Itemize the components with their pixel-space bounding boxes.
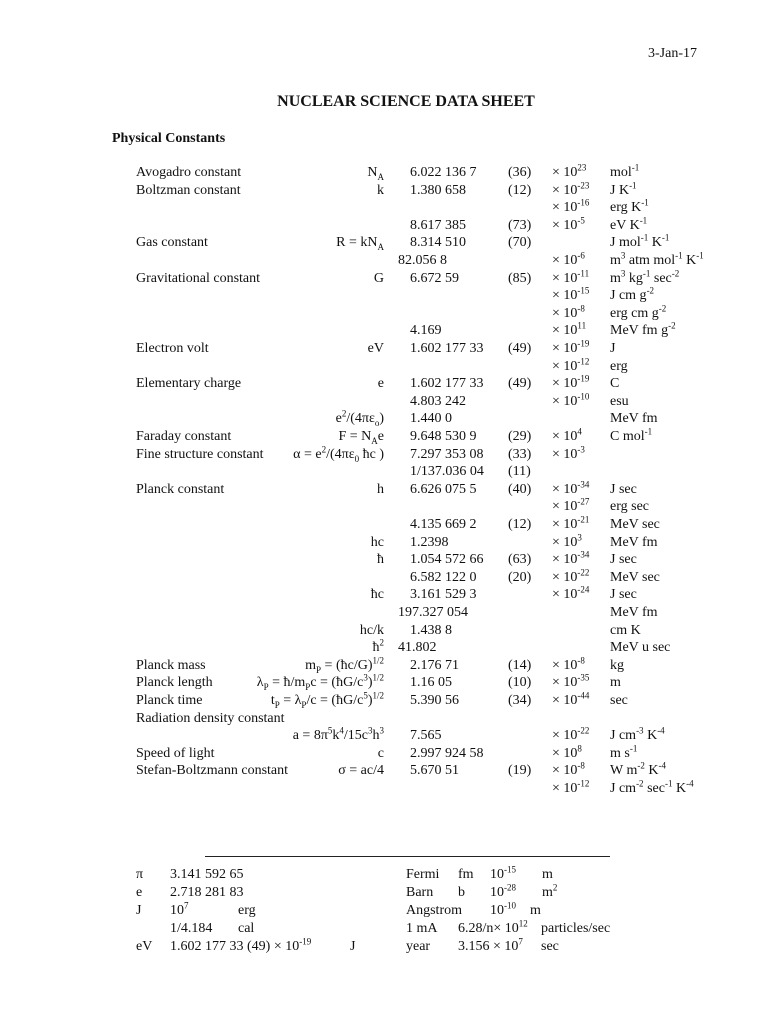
constant-uncertainty: (40)	[508, 481, 532, 497]
constant-symbol: eV	[367, 341, 384, 356]
constant-unit: MeV fm	[610, 534, 658, 550]
constant-uncertainty: (36)	[508, 165, 532, 180]
unit-conversion-cell: $6.28/n\times 10^{12}$	[458, 918, 528, 936]
math-constant-cell: J	[136, 903, 142, 918]
constant-exponent: × $10^{-16}$	[552, 197, 590, 216]
constant-row	[0, 710, 768, 727]
constant-value: 1.440 0	[410, 411, 452, 427]
constant-exponent: × $10^{-11}$	[552, 267, 590, 286]
constant-exponent: × $10^3$	[552, 531, 582, 550]
constant-unit: J $K^{-1}$	[610, 179, 637, 198]
constant-row	[0, 428, 768, 445]
constant-exponent: × $10^{-19}$	[552, 373, 590, 392]
constant-row	[0, 604, 768, 621]
constant-symbol: $\alpha = e^2/(4\pi\varepsilon_0$ ħc )	[293, 443, 384, 464]
constant-exponent: × $10^{-8}$	[552, 655, 585, 673]
constant-unit: MeV sec	[610, 569, 660, 585]
constant-exponent: × $10^8$	[552, 743, 582, 761]
constant-value: 7.297 353 08	[410, 446, 484, 462]
constant-uncertainty: (34)	[508, 693, 532, 708]
constant-value: 1.380 658	[410, 182, 466, 198]
unit-conversion-cell: $10^{-10}$	[490, 900, 516, 918]
constant-value: 8.617 385	[410, 217, 466, 233]
constant-symbol: $a = 8\pi^5k^4/15c^3h^3$	[292, 725, 384, 744]
constant-uncertainty: (49)	[508, 341, 532, 356]
constant-row	[0, 410, 768, 427]
constant-symbol: k	[377, 182, 384, 198]
unit-conversion-cell: $10^{-28}$	[490, 882, 516, 900]
constant-exponent: × $10^{-23}$	[552, 179, 590, 198]
constant-exponent: × $10^{-8}$	[552, 303, 585, 321]
math-constant-cell: 1.602 177 33 $(49) \times 10^{-19}$	[170, 936, 312, 954]
constant-exponent: × $10^{-10}$	[552, 391, 590, 409]
unit-conversion-cell: 1 mA	[406, 921, 438, 936]
constant-name: Gas constant	[136, 235, 208, 251]
unit-conversion-cell: $m^2$	[542, 882, 558, 900]
constant-unit: erg cm $g^{-2}$	[610, 303, 667, 321]
constant-exponent: × $10^{-34}$	[552, 479, 590, 497]
constant-unit: W $m^{-2}$ $K^{-4}$	[610, 760, 666, 779]
constant-uncertainty: (12)	[508, 517, 532, 532]
constant-unit: J mol$^{-1}$ $K^{-1}$	[610, 232, 670, 251]
divider-line	[205, 856, 610, 857]
constant-unit: m	[610, 675, 621, 691]
constant-exponent: × $10^{11}$	[552, 320, 587, 339]
constant-value: 6.582 122 0	[410, 569, 477, 585]
constant-uncertainty: (19)	[508, 763, 532, 779]
math-constant-cell: e	[136, 885, 143, 900]
constant-unit: J $cm^{-2}$ $\sec^{-1} K^{-4}$	[610, 778, 694, 796]
constant-unit: MeV sec	[610, 517, 660, 532]
constant-uncertainty: (49)	[508, 376, 532, 392]
math-constant-cell: $10^7$	[170, 900, 189, 918]
unit-conversion-cell: particles/sec	[541, 921, 611, 936]
unit-conversion-cell: sec	[541, 939, 559, 954]
constant-row	[0, 674, 768, 691]
constant-unit: C mol$^{-1}$	[610, 426, 653, 444]
constant-row	[0, 217, 768, 234]
constant-value: 4.135 669 2	[410, 517, 477, 532]
constant-name: Elementary charge	[136, 376, 242, 392]
constant-value: 82.056 8	[398, 253, 447, 268]
math-constant-cell: π	[136, 867, 144, 882]
constant-unit: J sec	[610, 587, 637, 603]
constant-value: 1.438 8	[410, 622, 452, 638]
constant-unit: J sec	[610, 481, 637, 497]
constant-exponent: × $10^{-8}$	[552, 760, 585, 779]
constant-uncertainty: (85)	[508, 270, 532, 286]
constant-value: 2.176 71	[410, 657, 459, 673]
constant-symbol: h	[377, 481, 384, 497]
constant-row	[0, 355, 768, 375]
constant-symbol: $N_A$	[367, 165, 384, 182]
constant-symbol: $e^2/(4\pi\varepsilon_o)$	[335, 408, 384, 429]
constant-unit: esu	[610, 393, 629, 409]
unit-conversion-cell: year	[406, 939, 431, 954]
constant-value: 1.602 177 33	[410, 376, 484, 392]
constant-unit: J cm $g^{-2}$	[610, 285, 655, 304]
constant-value: 9.648 530 9	[410, 429, 477, 444]
math-constant-cell: 3.141 592 65	[170, 867, 244, 882]
constant-row	[0, 639, 768, 656]
constant-value: 5.670 51	[410, 763, 459, 779]
constant-uncertainty: (73)	[508, 217, 532, 233]
constant-exponent: × $10^{23}$	[552, 162, 587, 180]
document-date: 3-Jan-17	[648, 46, 697, 61]
constant-value: 197.327 054	[398, 605, 468, 620]
unit-conversion-cell: Fermi	[406, 867, 440, 882]
constant-name: Stefan-Boltzmann constant	[136, 763, 289, 779]
constant-unit: C	[610, 376, 620, 392]
math-constant-cell: erg	[238, 903, 256, 918]
constant-symbol: ħ	[377, 552, 384, 568]
constant-exponent: × $10^{-44}$	[552, 690, 590, 708]
constant-row	[0, 199, 768, 216]
constant-exponent: × $10^{-34}$	[552, 549, 590, 568]
constant-unit: m $s^{-1}$	[610, 743, 638, 761]
constant-exponent: × $10^{-24}$	[552, 584, 590, 603]
math-constant-cell: 2.718 281 83	[170, 885, 244, 900]
constant-row	[0, 622, 768, 639]
constant-row	[0, 551, 768, 568]
constant-exponent: × $10^{-3}$	[552, 443, 585, 462]
constant-uncertainty: (10)	[508, 675, 532, 691]
constant-unit: eV $K^{-1}$	[610, 215, 648, 233]
constant-row	[0, 375, 768, 392]
constant-row	[0, 762, 768, 779]
constant-name: Electron volt	[136, 341, 209, 356]
unit-conversion-cell: m	[530, 903, 541, 918]
constant-unit: cm K	[610, 622, 641, 638]
constant-exponent: × $10^4$	[552, 426, 582, 444]
constant-row	[0, 498, 768, 515]
constant-symbol: ħc	[370, 587, 384, 603]
constant-unit: mol$^{-1}$	[610, 162, 640, 180]
constant-unit: MeV fm	[610, 605, 658, 620]
constant-name: Planck mass	[136, 657, 206, 673]
constant-exponent: × $10^{-35}$	[552, 672, 590, 691]
constant-exponent: × $10^{-15}$	[552, 285, 590, 304]
constant-value: 8.314 510	[410, 235, 466, 251]
unit-conversion-cell: Barn	[406, 885, 434, 900]
constant-row	[0, 569, 768, 586]
constant-row	[0, 586, 768, 603]
constant-uncertainty: (11)	[508, 464, 531, 480]
constant-row	[0, 322, 768, 339]
constant-name: Faraday constant	[136, 429, 232, 444]
constant-row	[0, 305, 768, 322]
math-constant-cell: J	[350, 939, 356, 954]
constant-row	[0, 516, 768, 533]
constant-row	[0, 252, 768, 269]
constant-row	[0, 393, 768, 410]
constant-unit: erg $K^{-1}$	[610, 197, 649, 216]
constant-row	[0, 657, 768, 674]
constant-row	[0, 745, 768, 762]
constant-exponent: × $10^{-6}$	[552, 250, 585, 268]
constant-unit: J $cm^{-3}$ $K^{-4}$	[610, 725, 665, 744]
unit-conversion-cell: $10^{-15}$	[490, 864, 516, 882]
constant-symbol: $m_P$ = (ħc/G)$^{1/2}$	[305, 655, 384, 675]
constant-unit: J sec	[610, 552, 637, 568]
constant-name: Planck constant	[136, 481, 225, 497]
constant-exponent: × $10^{-12}$	[552, 355, 590, 374]
constant-exponent: × $10^{-19}$	[552, 338, 590, 356]
constant-value: 5.390 56	[410, 693, 459, 708]
constant-symbol: e	[377, 376, 384, 392]
constant-value: 3.161 529 3	[410, 587, 477, 603]
constant-symbol: c	[377, 745, 384, 761]
unit-conversion-cell: $3.156 \times 10^7$	[458, 936, 523, 954]
constant-value: 7.565	[410, 728, 442, 744]
constant-value: 2.997 924 58	[410, 745, 484, 761]
constant-row	[0, 463, 768, 480]
constant-exponent: × $10^{-12}$	[552, 778, 590, 796]
constant-name: Speed of light	[136, 745, 215, 761]
constant-value: 4.803 242	[410, 393, 466, 409]
constant-unit: erg	[610, 358, 628, 374]
constant-name: Fine structure constant	[136, 446, 264, 462]
constant-exponent: × $10^{-5}$	[552, 215, 585, 233]
constant-exponent: × $10^{-27}$	[552, 496, 590, 515]
constant-value: 1.054 572 66	[410, 552, 484, 568]
constant-symbol: G	[373, 270, 384, 286]
constant-row	[0, 692, 768, 709]
constant-uncertainty: (33)	[508, 446, 532, 462]
math-constant-cell: 1/4.184	[170, 921, 213, 936]
constant-symbol: $F = N_Ae$	[338, 429, 384, 446]
constant-row	[0, 481, 768, 498]
constant-unit: $m^3$ atm mol$^{-1}$ $K^{-1}$	[610, 250, 704, 268]
constant-uncertainty: (70)	[508, 235, 532, 251]
constant-row	[0, 287, 768, 304]
constant-value: 6.626 075 5	[410, 481, 477, 497]
unit-conversion-cell: m	[542, 867, 553, 882]
constant-unit: MeV fm $g^{-2}$	[610, 320, 676, 339]
constant-symbol: $\lambda_P$ = $ħ/m_Pc$ = $(ħG/c^3)^{1/2}$	[256, 672, 384, 693]
constant-uncertainty: (12)	[508, 182, 532, 198]
constant-name: Avogadro constant	[136, 165, 242, 180]
constant-symbol: hc/k	[359, 622, 384, 638]
constant-symbol: σ = ac/4	[338, 763, 384, 779]
constant-unit: MeV fm	[610, 411, 658, 427]
math-constant-cell: cal	[238, 921, 255, 936]
constant-row	[0, 727, 768, 744]
constant-symbol: hc	[370, 534, 384, 550]
constant-value: 6.022 136 7	[410, 165, 477, 180]
constant-value: 41.802	[398, 640, 437, 656]
constant-uncertainty: (20)	[508, 569, 532, 585]
constant-name: Radiation density constant	[136, 710, 285, 726]
constant-unit: MeV u sec	[610, 640, 671, 656]
constant-value: 1.602 177 33	[410, 341, 484, 356]
constant-exponent: × $10^{-21}$	[552, 514, 590, 532]
constant-uncertainty: (29)	[508, 429, 532, 444]
constant-name: Planck length	[136, 675, 213, 691]
constant-unit: sec	[610, 693, 628, 708]
constant-value: 1/137.036 04	[410, 464, 484, 480]
constant-name: Planck time	[136, 693, 203, 708]
unit-conversion-cell: fm	[458, 867, 474, 882]
constant-value: 1.2398	[410, 534, 449, 550]
math-constant-cell: eV	[136, 939, 153, 954]
constant-row	[0, 531, 768, 551]
constant-row	[0, 780, 768, 797]
constant-row	[0, 234, 768, 251]
page-title: NUCLEAR SCIENCE DATA SHEET	[277, 93, 535, 110]
constant-exponent: × $10^{-22}$	[552, 567, 590, 585]
constant-uncertainty: (14)	[508, 657, 532, 673]
constant-row	[0, 179, 768, 199]
constant-uncertainty: (63)	[508, 552, 532, 568]
unit-conversion-cell: b	[458, 885, 465, 900]
section-heading: Physical Constants	[112, 131, 226, 146]
constant-unit: J	[610, 341, 616, 356]
constant-exponent: × $10^{-22}$	[552, 725, 590, 744]
constant-row	[0, 340, 768, 357]
constant-symbol: $R = kN_A$	[336, 235, 384, 253]
unit-conversion-cell: Angstrom	[406, 903, 462, 918]
constant-unit: $m^3$ $kg^{-1}$ $\sec^{-2}$	[610, 267, 680, 286]
constant-name: Gravitational constant	[136, 270, 261, 286]
constant-symbol: $ħ^2$	[372, 637, 384, 656]
constant-unit: kg	[610, 657, 624, 673]
constant-row	[0, 164, 768, 181]
constant-unit: erg sec	[610, 499, 649, 515]
constant-value: 1.16 05	[410, 675, 452, 691]
constant-value: 4.169	[410, 323, 442, 339]
constant-name: Boltzman constant	[136, 182, 241, 198]
constant-value: 6.672 59	[410, 270, 459, 286]
constant-symbol: $t_P = \lambda_P/c$ = $(ħG/c^5)^{1/2}$	[270, 690, 384, 710]
constant-row	[0, 267, 768, 287]
constant-row	[0, 443, 768, 464]
